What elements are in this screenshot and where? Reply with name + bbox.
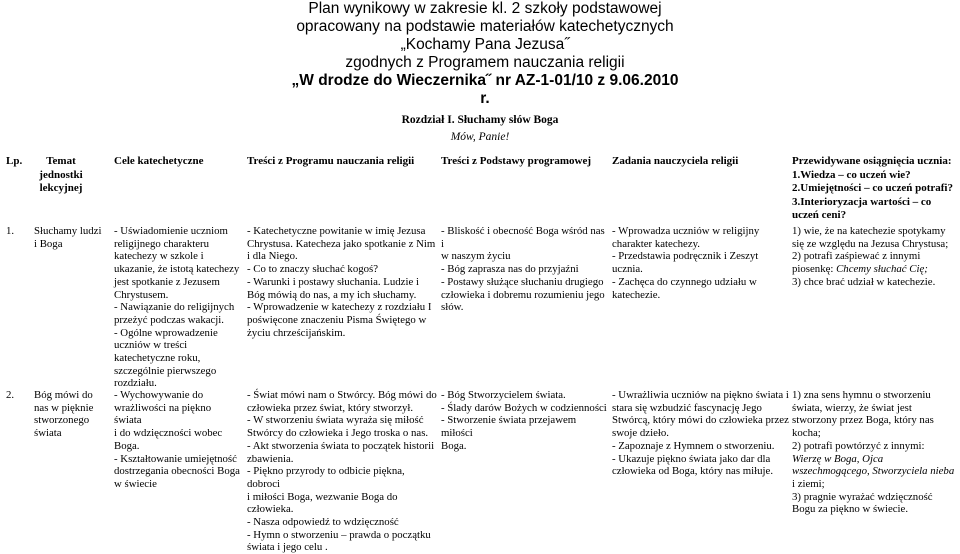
cell-line: przeżyć podczas wakacji. — [114, 313, 225, 326]
cell-line: świata — [34, 427, 62, 440]
cell-line: życiu chrześcijańskim. — [247, 326, 346, 339]
cell-line: szczególnie pierwszego — [114, 364, 217, 377]
cell-line: człowieka od Boga, który nas miłuje. — [612, 465, 774, 478]
cell-line: piosenkę: Chcemy słuchać Cię; — [792, 263, 928, 276]
cell-line: - Bóg Stworzycielem świata. — [441, 389, 566, 401]
header-temat-line: lekcyjnej — [39, 182, 83, 194]
cell-line: - Zapoznaje z Hymnem o stworzeniu. — [612, 439, 775, 452]
cell-line: - Stworzenie świata przejawem miłości — [441, 414, 577, 440]
cell-line: - Świat mówi nam o Stwórcy. Bóg mówi do — [247, 389, 437, 401]
cell-line: - Ślady darów Bożych w codzienności — [441, 401, 607, 414]
cell-line: - Postawy służące słuchaniu drugiego — [441, 275, 604, 288]
cell-line: uczniów w treści — [114, 339, 188, 352]
header-temat-line: jednostki — [39, 168, 83, 181]
title-line: Plan wynikowy w zakresie kl. 2 szkoły podstawowej — [308, 0, 662, 17]
cell-line: religijnego charakteru — [114, 237, 210, 250]
cell-line: charakter katechezy. — [612, 237, 701, 250]
cell-line: Chrystusem. — [114, 288, 169, 301]
cell-line: 3) pragnie wyrażać wdzięczność — [792, 490, 933, 503]
cell-line: słów. — [441, 301, 464, 314]
header-osiagniecia — [792, 155, 960, 223]
chapter-heading: Rozdział I. Słuchamy słów Boga — [401, 114, 559, 126]
cell-line: - Uświadomienie uczniom — [114, 225, 228, 237]
cell-line: Boga. — [441, 439, 467, 452]
cell-line: Bóg mówi do — [34, 389, 93, 401]
cell-line: i ziemi; — [792, 477, 825, 490]
cell-line: - Ogólne wprowadzenie — [114, 326, 218, 339]
cell-line: stworzonego — [34, 414, 90, 427]
cell-temat — [34, 389, 106, 440]
cell-line: - Nawiązanie do religijnych — [114, 301, 235, 314]
cell-line: Słuchamy ludzi — [34, 225, 102, 237]
header-osiagniecia-line: 1.Wiedza – co uczeń wie? — [792, 168, 911, 181]
cell-temat — [34, 225, 106, 250]
cell-line: i do wdzięczności wobec — [114, 427, 223, 440]
cell-line: 1) zna sens hymnu o stworzeniu — [792, 389, 931, 401]
title-line: opracowany na podstawie materiałów katechetycznych — [296, 18, 674, 35]
cell-line: - Nasza odpowiedź to wdzięczność — [247, 516, 399, 529]
cell-line: się ze względu na Jezusa Chrystusa; — [792, 237, 949, 250]
cell-line: w świecie — [114, 477, 157, 490]
cell-line: człowieka i dobremu rozumieniu jego — [441, 288, 605, 301]
cell-line: 1. — [6, 225, 15, 237]
cell-line: - Ukazuje piękno świata jako dar dla — [612, 452, 771, 465]
cell-line: 1) wie, że na katechezie spotykamy — [792, 225, 946, 237]
cell-line: jest spotkanie z Jezusem — [114, 275, 220, 288]
cell-lp — [6, 389, 28, 402]
cell-tresci-programu — [247, 389, 437, 554]
cell-line: wrażliwości na piękno świata — [114, 401, 212, 427]
header-tresci-podstawy: Treści z Podstawy programowej — [441, 155, 591, 167]
header-temat — [30, 155, 92, 196]
cell-line: - Akt stworzenia świata to początek historii — [247, 439, 435, 452]
cell-line: - Piękno przyrody to odbicie piękna, dobroci — [247, 465, 405, 490]
cell-line: Wierzę w Boga, Ojca — [792, 452, 884, 465]
header-tresci-programu: Treści z Programu nauczania religii — [247, 155, 415, 167]
cell-line: Bóg mówią do nas, a my ich słuchamy. — [247, 288, 417, 301]
cell-line: kocha; — [792, 427, 821, 440]
title-line: „W drodze do Wieczernika˝ nr AZ-1-01/10 z 9.06.2010 r. — [291, 72, 679, 107]
document-title — [290, 0, 680, 108]
cell-line: stara się wzbudzić fascynację Jego — [612, 401, 762, 414]
cell-line: - Warunki i postawy słuchania. Ludzie i — [247, 275, 419, 288]
header-temat-line: Temat — [46, 155, 76, 167]
cell-line: stworzony przez Boga, który nas — [792, 414, 934, 427]
cell-line: 2. — [6, 389, 15, 401]
header-osiagniecia-line: uczeń ceni? — [792, 209, 847, 221]
chapter-motto: Mów, Panie! — [450, 131, 510, 143]
cell-line: rozdziału. — [114, 377, 157, 390]
cell-osiagniecia — [792, 389, 960, 516]
cell-zadania — [612, 225, 790, 301]
cell-line: - Przedstawia podręcznik i Zeszyt — [612, 250, 759, 263]
cell-line: katechezie. — [612, 288, 661, 301]
cell-line: - Katechetyczne powitanie w imię Jezusa — [247, 225, 426, 237]
cell-line: Chrystusa. Katecheza jako spotkanie z Nim — [247, 237, 436, 250]
cell-line: i dla Niego. — [247, 250, 298, 263]
cell-line: świata i jego celu . — [247, 541, 328, 554]
cell-line: ukazanie, że istotą katechezy — [114, 263, 240, 276]
cell-line: człowieka przez świat, który stworzył. — [247, 401, 414, 414]
cell-tresci-podstawy — [441, 225, 609, 314]
cell-cele — [114, 225, 240, 390]
cell-line: Stwórcą, który mówi do człowieka przez — [612, 414, 789, 427]
cell-zadania — [612, 389, 790, 478]
title-line: „Kochamy Pana Jezusa˝ — [400, 36, 570, 53]
header-osiagniecia-line: Przewidywane osiągnięcia ucznia: — [792, 155, 952, 167]
cell-line: - Uwrażliwia uczniów na piękno świata i — [612, 389, 789, 401]
cell-line: 3) chce brać udział w katechezie. — [792, 275, 936, 288]
cell-line: ucznia. — [612, 263, 643, 276]
cell-tresci-podstawy — [441, 389, 609, 453]
cell-line: - Wprowadzenie w katechezy z rozdziału I — [247, 301, 432, 314]
cell-line: świata, wierzy, że świat jest — [792, 401, 912, 414]
cell-line: - Zachęca do czynnego udziału w — [612, 275, 757, 288]
cell-line: - Wprowadza uczniów w religijny — [612, 225, 760, 237]
cell-line: - Hymn o stworzeniu – prawda o początku — [247, 528, 431, 541]
header-cele: Cele katechetyczne — [114, 155, 204, 167]
cell-line: - Kształtowanie umiejętność — [114, 452, 237, 465]
cell-line: człowieka. — [247, 503, 294, 516]
header-osiagniecia-line: 3.Interioryzacja wartości – co — [792, 195, 932, 208]
cell-line: nas w pięknie — [34, 401, 94, 414]
cell-line: dostrzegania obecności Boga — [114, 465, 240, 478]
cell-line: - Bliskość i obecność Boga wśród nas i — [441, 225, 605, 250]
header-zadania: Zadania nauczyciela religii — [612, 155, 739, 167]
cell-line: - W stworzeniu świata wyraża się miłość — [247, 414, 424, 427]
title-line: zgodnych z Programem nauczania religii — [345, 54, 625, 71]
cell-line: - Bóg zaprasza nas do przyjaźni — [441, 263, 579, 276]
cell-line: - Co to znaczy słuchać kogoś? — [247, 263, 379, 276]
cell-line: 2) potrafi powtórzyć z innymi: — [792, 439, 925, 452]
cell-line: - Wychowywanie do — [114, 389, 204, 401]
cell-cele — [114, 389, 240, 491]
cell-lp — [6, 225, 28, 238]
cell-line: Stwórcy do człowieka i Jego troska o nas. — [247, 427, 429, 440]
cell-line: wszechmogącego, Stworzyciela nieba — [792, 465, 955, 478]
cell-line: i Boga — [34, 237, 63, 250]
cell-line: swoje dzieło. — [612, 427, 669, 440]
cell-line: katechezy w szkole i — [114, 250, 204, 263]
cell-line: w naszym życiu — [441, 250, 511, 263]
cell-line: poświęcone znaczeniu Pisma Świętego w — [247, 313, 427, 326]
header-lp: Lp. — [6, 155, 23, 167]
cell-line: i miłości Boga, wezwanie Boga do — [247, 490, 398, 503]
cell-osiagniecia — [792, 225, 960, 289]
cell-line: zbawienia. — [247, 452, 294, 465]
cell-line: Bogu za piękno w świecie. — [792, 503, 909, 516]
cell-line: katechetyczne roku, — [114, 352, 201, 365]
header-osiagniecia-line: 2.Umiejętności – co uczeń potrafi? — [792, 182, 953, 194]
cell-line: 2) potrafi zaśpiewać z innymi — [792, 250, 921, 263]
cell-tresci-programu — [247, 225, 437, 339]
cell-line: Boga. — [114, 439, 140, 452]
